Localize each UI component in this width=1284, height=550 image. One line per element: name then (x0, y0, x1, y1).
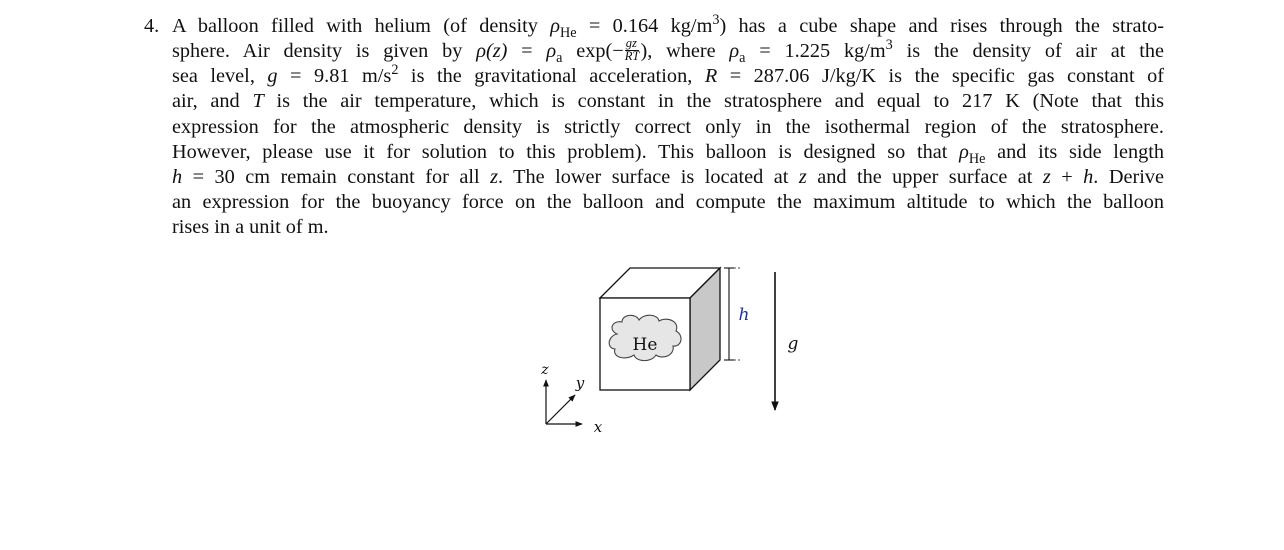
problem-line-7: h = 30 cm remain constant for all z. The lower surface is located at z and the upper surface at z + h. Derive (172, 166, 1164, 188)
problem-number: 4. (144, 15, 160, 37)
z-axis-label: z (541, 362, 549, 378)
problem-line-3: sea level, g = 9.81 $m/s^2$ is the gravitational acceleration, R = 287.06 J/kg/K is the specific gas constant of (172, 62, 1164, 87)
height-label: h (738, 305, 750, 325)
y-axis-label: y (575, 374, 585, 392)
problem-line-8: an expression for the buoyancy force on the balloon and compute the maximum altitude to which the balloon (172, 191, 1164, 213)
gravity-label: g (787, 334, 799, 354)
problem-line-9: rises in a unit of m. (172, 216, 329, 238)
y-axis-arrow (546, 395, 575, 424)
x-axis-label: x (593, 418, 603, 436)
problem-line-4: air, and T is the air temperature, which is constant in the stratosphere and equal to 217 K (Note that this (172, 90, 1164, 112)
problem-line-1: A balloon filled with helium (of density $\rho_{He} = 0.164$ $kg/m^3$) has a cube shape and rises through the strato- (172, 12, 1164, 42)
exponent-fraction: $\frac{gz}{RT}$ (624, 35, 640, 63)
problem-line-5: expression for the atmospheric density is strictly correct only in the isothermal region of the stratosphere. (172, 116, 1164, 138)
problem-line-6: However, please use it for solution to this problem). This balloon is designed so that $\rho_{He}$ and its side length (172, 141, 1164, 168)
gas-label: He (632, 335, 658, 355)
problem-line-2: sphere. Air density is given by $\rho(z) = \rho_a$ exp(− $\frac{gz}{RT}$ ), where $\rho_a = 1.225$ $kg/m^3$ is the density of air at the (172, 35, 1164, 67)
